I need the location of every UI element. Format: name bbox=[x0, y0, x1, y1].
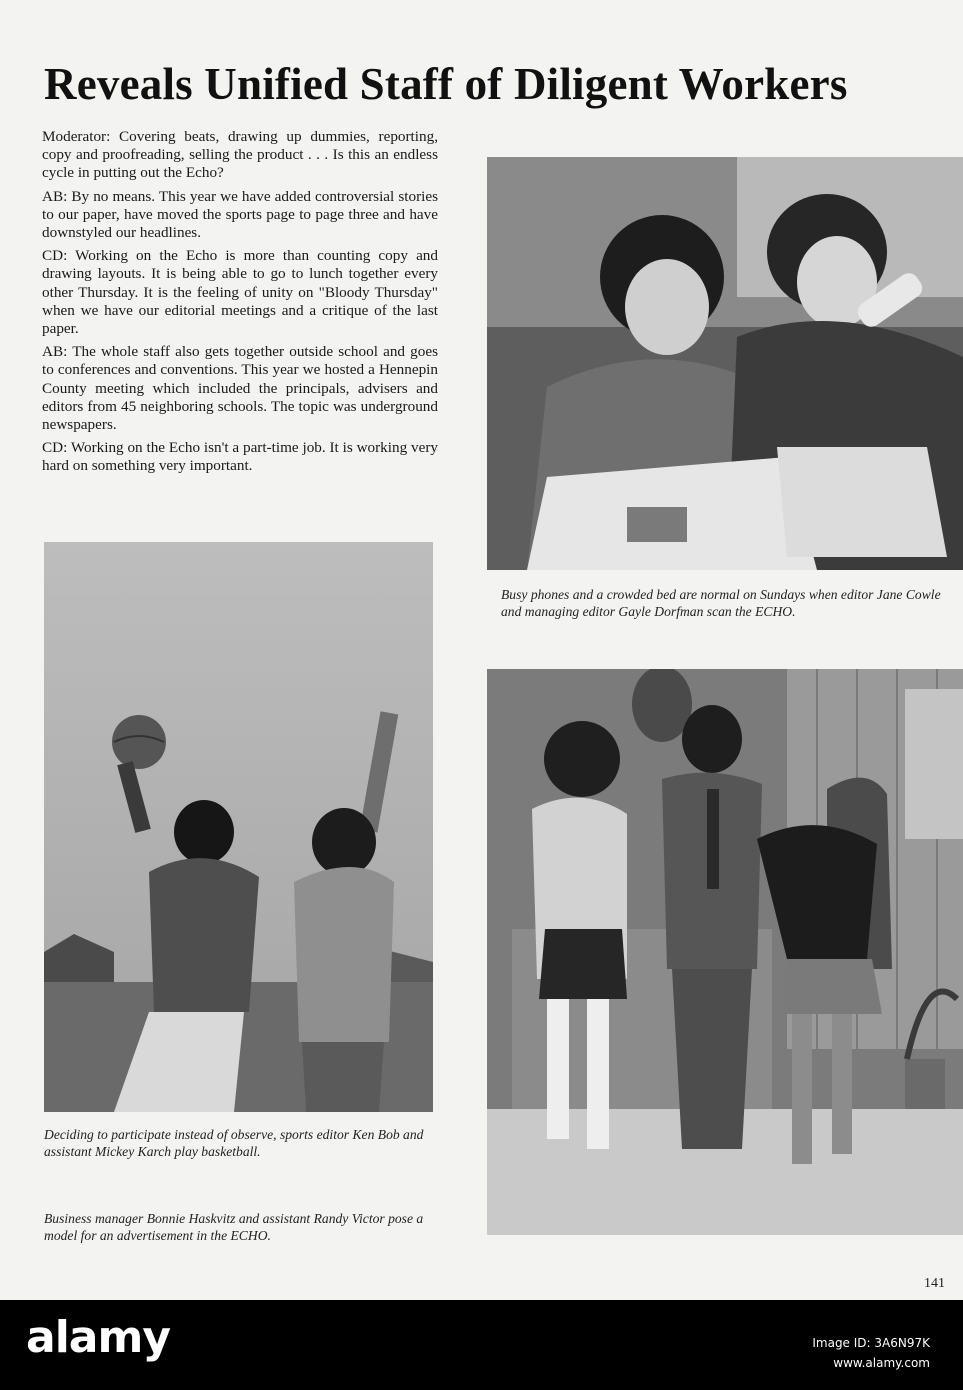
model-caption: Business manager Bonnie Haskvitz and assistant Randy Victor pose a model for an advertisement in the ECHO. bbox=[44, 1211, 424, 1243]
basketball-photo bbox=[44, 542, 433, 1112]
body-paragraph: AB: The whole staff also gets together outside school and goes to conferences and conventions. This year we hosted a Hennepin County meeting which included the principals, advisers and editors from 45 neighboring schools. The topic was underground newspapers. bbox=[42, 343, 438, 434]
model-photo bbox=[487, 669, 963, 1235]
site-url[interactable]: www.alamy.com bbox=[833, 1356, 930, 1370]
basketball-photo-image bbox=[44, 542, 433, 1112]
image-id: Image ID: 3A6N97K bbox=[812, 1336, 930, 1350]
alamy-logo: alamy bbox=[26, 1312, 170, 1363]
phone-photo bbox=[487, 157, 963, 570]
model-photo-image bbox=[487, 669, 963, 1235]
body-paragraph: CD: Working on the Echo is more than counting copy and drawing layouts. It is being able to go to lunch together every other Thursday. It is the feeling of unity on "Bloody Thursday" when we have our editorial meetings and a critique of the last paper. bbox=[42, 247, 438, 338]
body-paragraph: Moderator: Covering beats, drawing up dummies, reporting, copy and proofreading, selling the product . . . Is this an endless cycle in putting out the Echo? bbox=[42, 128, 438, 182]
page-number: 141 bbox=[924, 1276, 945, 1291]
page-headline: Reveals Unified Staff of Diligent Workers bbox=[44, 59, 848, 109]
body-paragraph: AB: By no means. This year we have added controversial stories to our paper, have moved the sports page to page three and have downstyled our headlines. bbox=[42, 187, 438, 242]
article-body bbox=[42, 128, 438, 481]
basketball-caption: Deciding to participate instead of observe, sports editor Ken Bob and assistant Mickey Karch play basketball. bbox=[44, 1127, 424, 1159]
body-paragraph: CD: Working on the Echo isn't a part-time job. It is working very hard on something very important. bbox=[42, 439, 438, 475]
phone-caption: Busy phones and a crowded bed are normal on Sundays when editor Jane Cowle and managing editor Gayle Dorfman scan the ECHO. bbox=[501, 587, 941, 619]
phone-photo-image bbox=[487, 157, 963, 570]
